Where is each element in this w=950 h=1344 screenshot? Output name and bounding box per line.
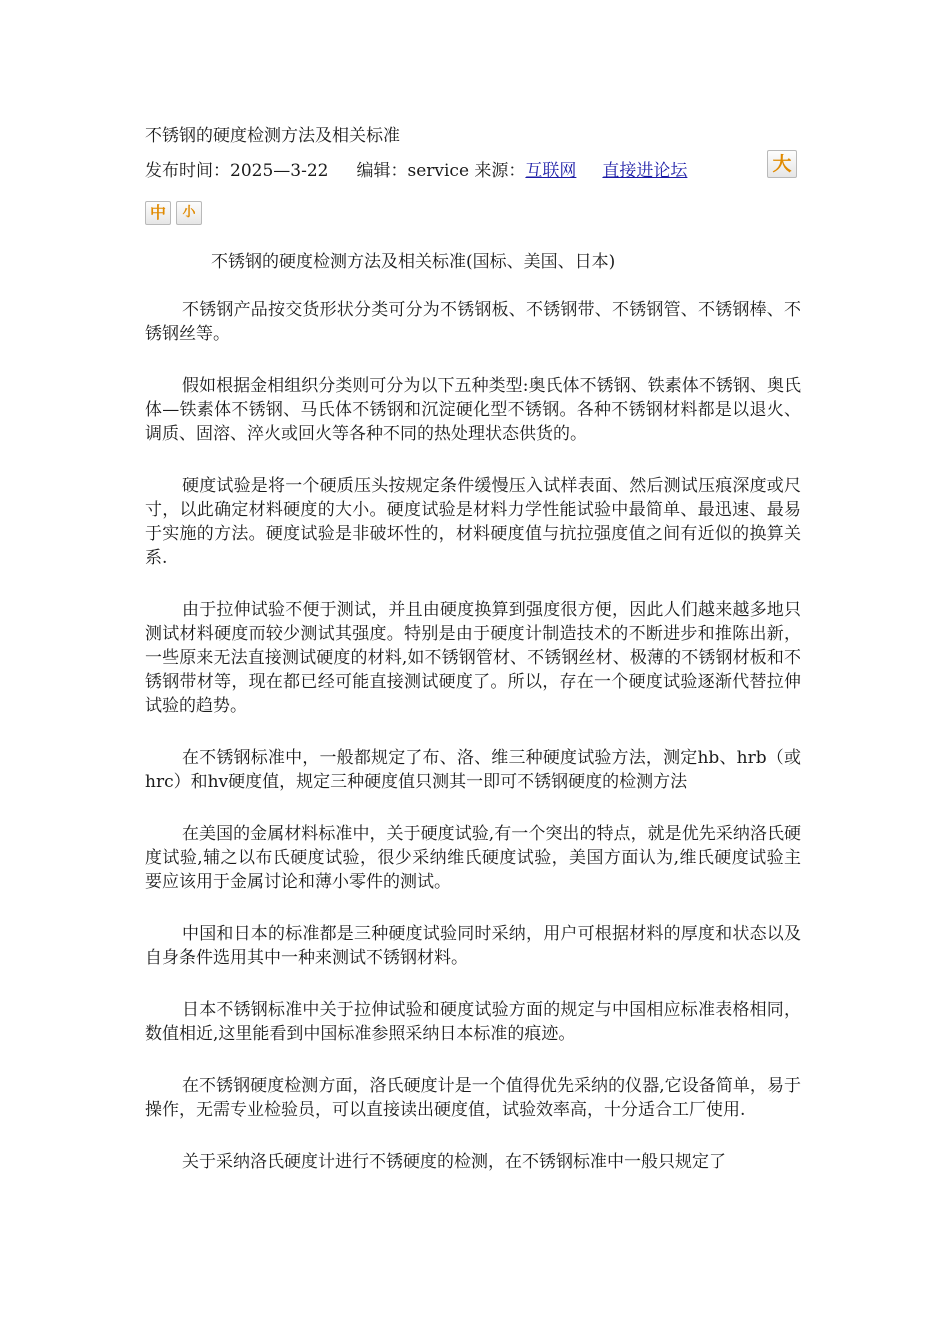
article-subtitle: 不锈钢的硬度检测方法及相关标准(国标、美国、日本) [211, 252, 616, 272]
forum-link[interactable]: 直接进论坛 [602, 161, 688, 181]
paragraph: 在不锈钢标准中，一般都规定了布、洛、维三种硬度试验方法，测定hb、hrb（或hrc）和hv硬度值，规定三种硬度值只测其一即可不锈钢硬度的检测方法 [145, 748, 801, 792]
paragraph: 日本不锈钢标准中关于拉伸试验和硬度试验方面的规定与中国相应标准表格相同，数值相近,这里能看到中国标准参照采纳日本标准的痕迹。 [145, 1000, 801, 1044]
paragraph: 由于拉伸试验不便于测试，并且由硬度换算到强度很方便，因此人们越来越多地只测试材料硬度而较少测试其强度。特别是由于硬度计制造技术的不断进步和推陈出新，一些原来无法直接测试硬度的材料,如不锈钢管材、不锈钢丝材、极薄的不锈钢材板和不锈钢带材等，现在都已经可能直接测试硬度了。所以，存在一个硬度试验逐渐代替拉伸试验的趋势。 [145, 600, 801, 716]
article-meta [145, 158, 687, 184]
article-body [145, 298, 801, 1202]
paragraph: 在不锈钢硬度检测方面，洛氏硬度计是一个值得优先采纳的仪器,它设备简单，易于操作，无需专业检验员，可以直接读出硬度值，试验效率高，十分适合工厂使用. [145, 1076, 801, 1120]
font-size-medium-button[interactable]: 中 [145, 201, 171, 225]
paragraph: 不锈钢产品按交货形状分类可分为不锈钢板、不锈钢带、不锈钢管、不锈钢棒、不锈钢丝等。 [145, 300, 801, 344]
publish-time: 发布时间：2025—3-22 [145, 161, 329, 181]
paragraph: 假如根据金相组织分类则可分为以下五种类型:奥氏体不锈钢、铁素体不锈钢、奥氏体—铁素体不锈钢、马氏体不锈钢和沉淀硬化型不锈钢。各种不锈钢材料都是以退火、调质、固溶、淬火或回火等各种不同的热处理状态供货的。 [145, 376, 801, 444]
paragraph: 中国和日本的标准都是三种硬度试验同时采纳，用户可根据材料的厚度和状态以及自身条件选用其中一种来测试不锈钢材料。 [145, 924, 801, 968]
font-size-small-button[interactable]: 小 [176, 201, 202, 225]
paragraph: 在美国的金属材料标准中，关于硬度试验,有一个突出的特点，就是优先采纳洛氏硬度试验,辅之以布氏硬度试验，很少采纳维氏硬度试验，美国方面认为,维氏硬度试验主要应该用于金属讨论和薄小零件的测试。 [145, 824, 801, 892]
editor-source-label: 编辑：service 来源： [356, 161, 526, 181]
paragraph: 关于采纳洛氏硬度计进行不锈硬度的检测，在不锈钢标准中一般只规定了 [182, 1152, 726, 1172]
paragraph: 硬度试验是将一个硬质压头按规定条件缓慢压入试样表面、然后测试压痕深度或尺寸，以此确定材料硬度的大小。硬度试验是材料力学性能试验中最简单、最迅速、最易于实施的方法。硬度试验是非破坏性的，材料硬度值与抗拉强度值之间有近似的换算关系. [145, 476, 801, 568]
source-link[interactable]: 互联网 [525, 161, 577, 181]
article-title: 不锈钢的硬度检测方法及相关标准 [145, 126, 400, 146]
font-size-large-button[interactable]: 大 [767, 150, 797, 178]
